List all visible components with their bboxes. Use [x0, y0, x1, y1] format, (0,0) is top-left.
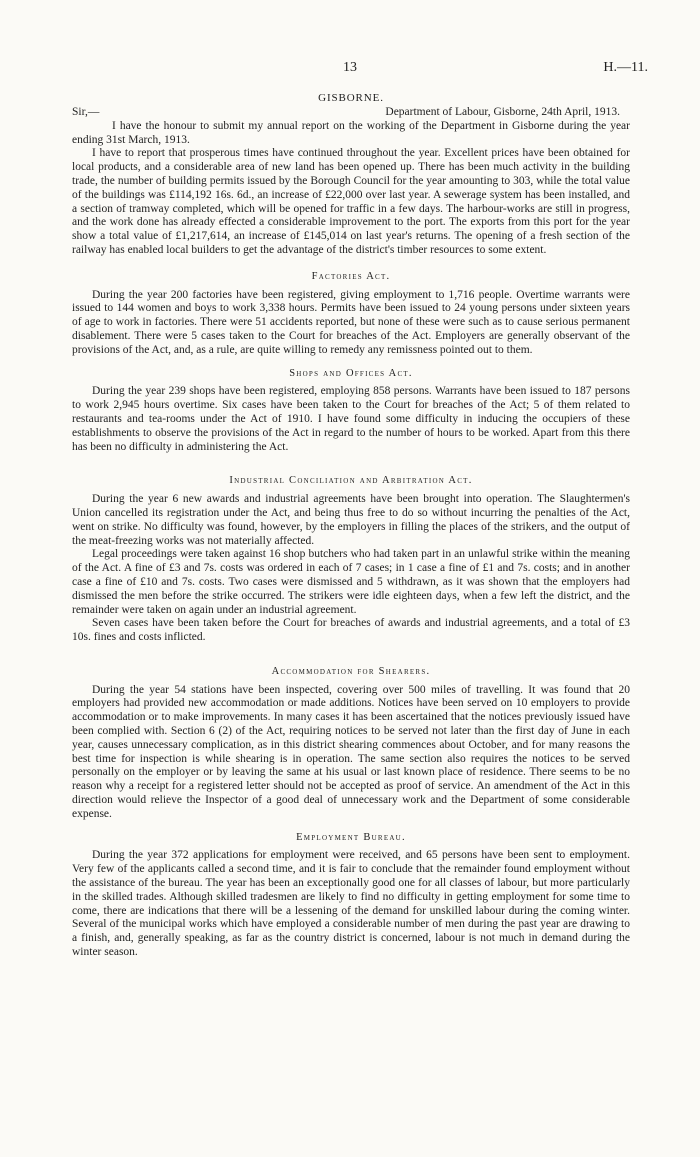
intro-paragraph-2: I have to report that prosperous times have continued throughout the year. Excellent prices have been obtained for local products, and a considerable area of new land has been opened up. There has been much activity in the building trade, the number of building permits issued by the Borough Council for the year amounting to 303, while the total value of the buildings was £114,192 16s. 6d., an increase of £22,000 over last year. A sewerage system has been installed, and a section of tramway completed, which will be opened for traffic in a few days. The harbour-works are still in progress, and the work done has already effected a considerable improvement to the port. The exports from this port for the year show a total value of £1,217,614, an increase of £145,014 on last year's returns. The opening of a fresh section of the railway has enabled local builders to get the advantage of the district's timber resources to some extent. [72, 147, 630, 256]
page-number: 13 [343, 60, 357, 75]
employment-paragraph-1: During the year 372 applications for employment were received, and 65 persons have been sent to employment. Very few of the applicants called a second time, and it is fair to conclude that the remainder found employment without the assistance of the bureau. The year has been an exceptionally good one for all classes of labour, but more particularly in the skilled trades. Although skilled tradesmen are likely to find no difficulty in getting employment for some time to come, there are indications that there will be a lessening of the demand for unskilled labour during the coming winter. Several of the municipal works which have employed a considerable number of men during the past year are drawing to a finish, and, generally speaking, as far as the country district is concerned, labour is not much in demand during the winter season. [72, 849, 630, 959]
salutation: Sir,— [72, 106, 100, 118]
factories-paragraph-1: During the year 200 factories have been registered, giving employment to 1,716 people. Overtime warrants were issued to 144 women and boys to work 3,338 hours. Permits have been issued to 24 young persons under sixteen years of age to work in factories. There were 51 accidents reported, but none of these were such as to cause serious permanent disablement. There were 5 cases taken to the Court for breaches of the Act. Employers are generally observant of the provisions of the Act, and, as a rule, are quite willing to remedy any remissness pointed out to them. [72, 288, 630, 356]
shearers-accommodation-heading: Accommodation for Shearers. [271, 665, 431, 677]
document-reference: H.—11. [603, 60, 648, 75]
employment-bureau-heading: Employment Bureau. [296, 831, 406, 843]
region-title: GISBORNE. [318, 92, 384, 104]
conciliation-paragraph-3: Seven cases have been taken before the Court for breaches of awards and industrial agreements, and a total of £3 10s. fines and costs inflicted. [72, 617, 630, 644]
shearers-paragraph-1: During the year 54 stations have been inspected, covering over 500 miles of travelling. It was found that 20 employers had provided new accommodation or made additions. Notices have been served on 10 employers to provide accommodation or to make improvements. In many cases it has been ascertained that the notices previously issued have been complied with. Section 6 (2) of the Act, requiring notices to be served not later than the first day of June in each year, causes unnecessary complication, as in this district shearing commences about October, and for many reasons the best time for inspection is while shearing is in operation. The same section also requires the notices to be served personally on the employer or by leaving the same at his usual or last known place of residence. There seems to be no reason why a receipt for a registered letter should not be accepted as proof of service. An amendment of the Act in this direction would relieve the Inspector of a good deal of unnecessary work and the Department of some considerable expense. [72, 683, 630, 820]
letter-body [72, 106, 630, 960]
factories-act-heading: Factories Act. [311, 270, 391, 282]
conciliation-paragraph-1: During the year 6 new awards and industrial agreements have been brought into operation. The Slaughtermen's Union cancelled its registration under the Act, and being thus free to do so without incurring the penalties of the Act, went on strike. No difficulty was found, however, by the employers in filling the places of the strikers, and the output of the meat-freezing works was not materially affected. [72, 493, 630, 547]
conciliation-paragraph-2: Legal proceedings were taken against 16 shop butchers who had taken part in an unlawful strike within the meaning of the Act. A fine of £3 and 7s. costs was ordered in each of 7 cases; in 1 case a fine of £1 and 7s. costs; and in another case a fine of £10 and 7s. costs. Two cases were dismissed and 5 withdrawn, as it was shown that the employers had dismissed the men before the strike occurred. The strikers were idle eighteen days, when a few left the district, and the remainder were taken on again under an industrial agreement. [72, 548, 630, 616]
conciliation-act-heading: Industrial Conciliation and Arbitration Act. [229, 475, 473, 487]
shops-paragraph-1: During the year 239 shops have been registered, employing 858 persons. Warrants have been issued to 187 persons to work 2,945 hours overtime. Six cases have been taken to the Court for breaches of the Act; 5 of them related to restaurants and tea-rooms under the Act of 1910. I have found some difficulty in inducing the occupiers of these establishments to observe the provisions of the Act in regard to the number of hours to be worked. Apart from this there has been no difficulty in administering the Act. [72, 385, 630, 453]
shops-offices-act-heading: Shops and Offices Act. [289, 367, 413, 379]
letter-date-line: Department of Labour, Gisborne, 24th April, 1913. [385, 106, 620, 118]
intro-paragraph-1: I have the honour to submit my annual report on the working of the Department in Gisborne during the year ending 31st March, 1913. [72, 119, 630, 146]
salutation-line [72, 106, 630, 120]
